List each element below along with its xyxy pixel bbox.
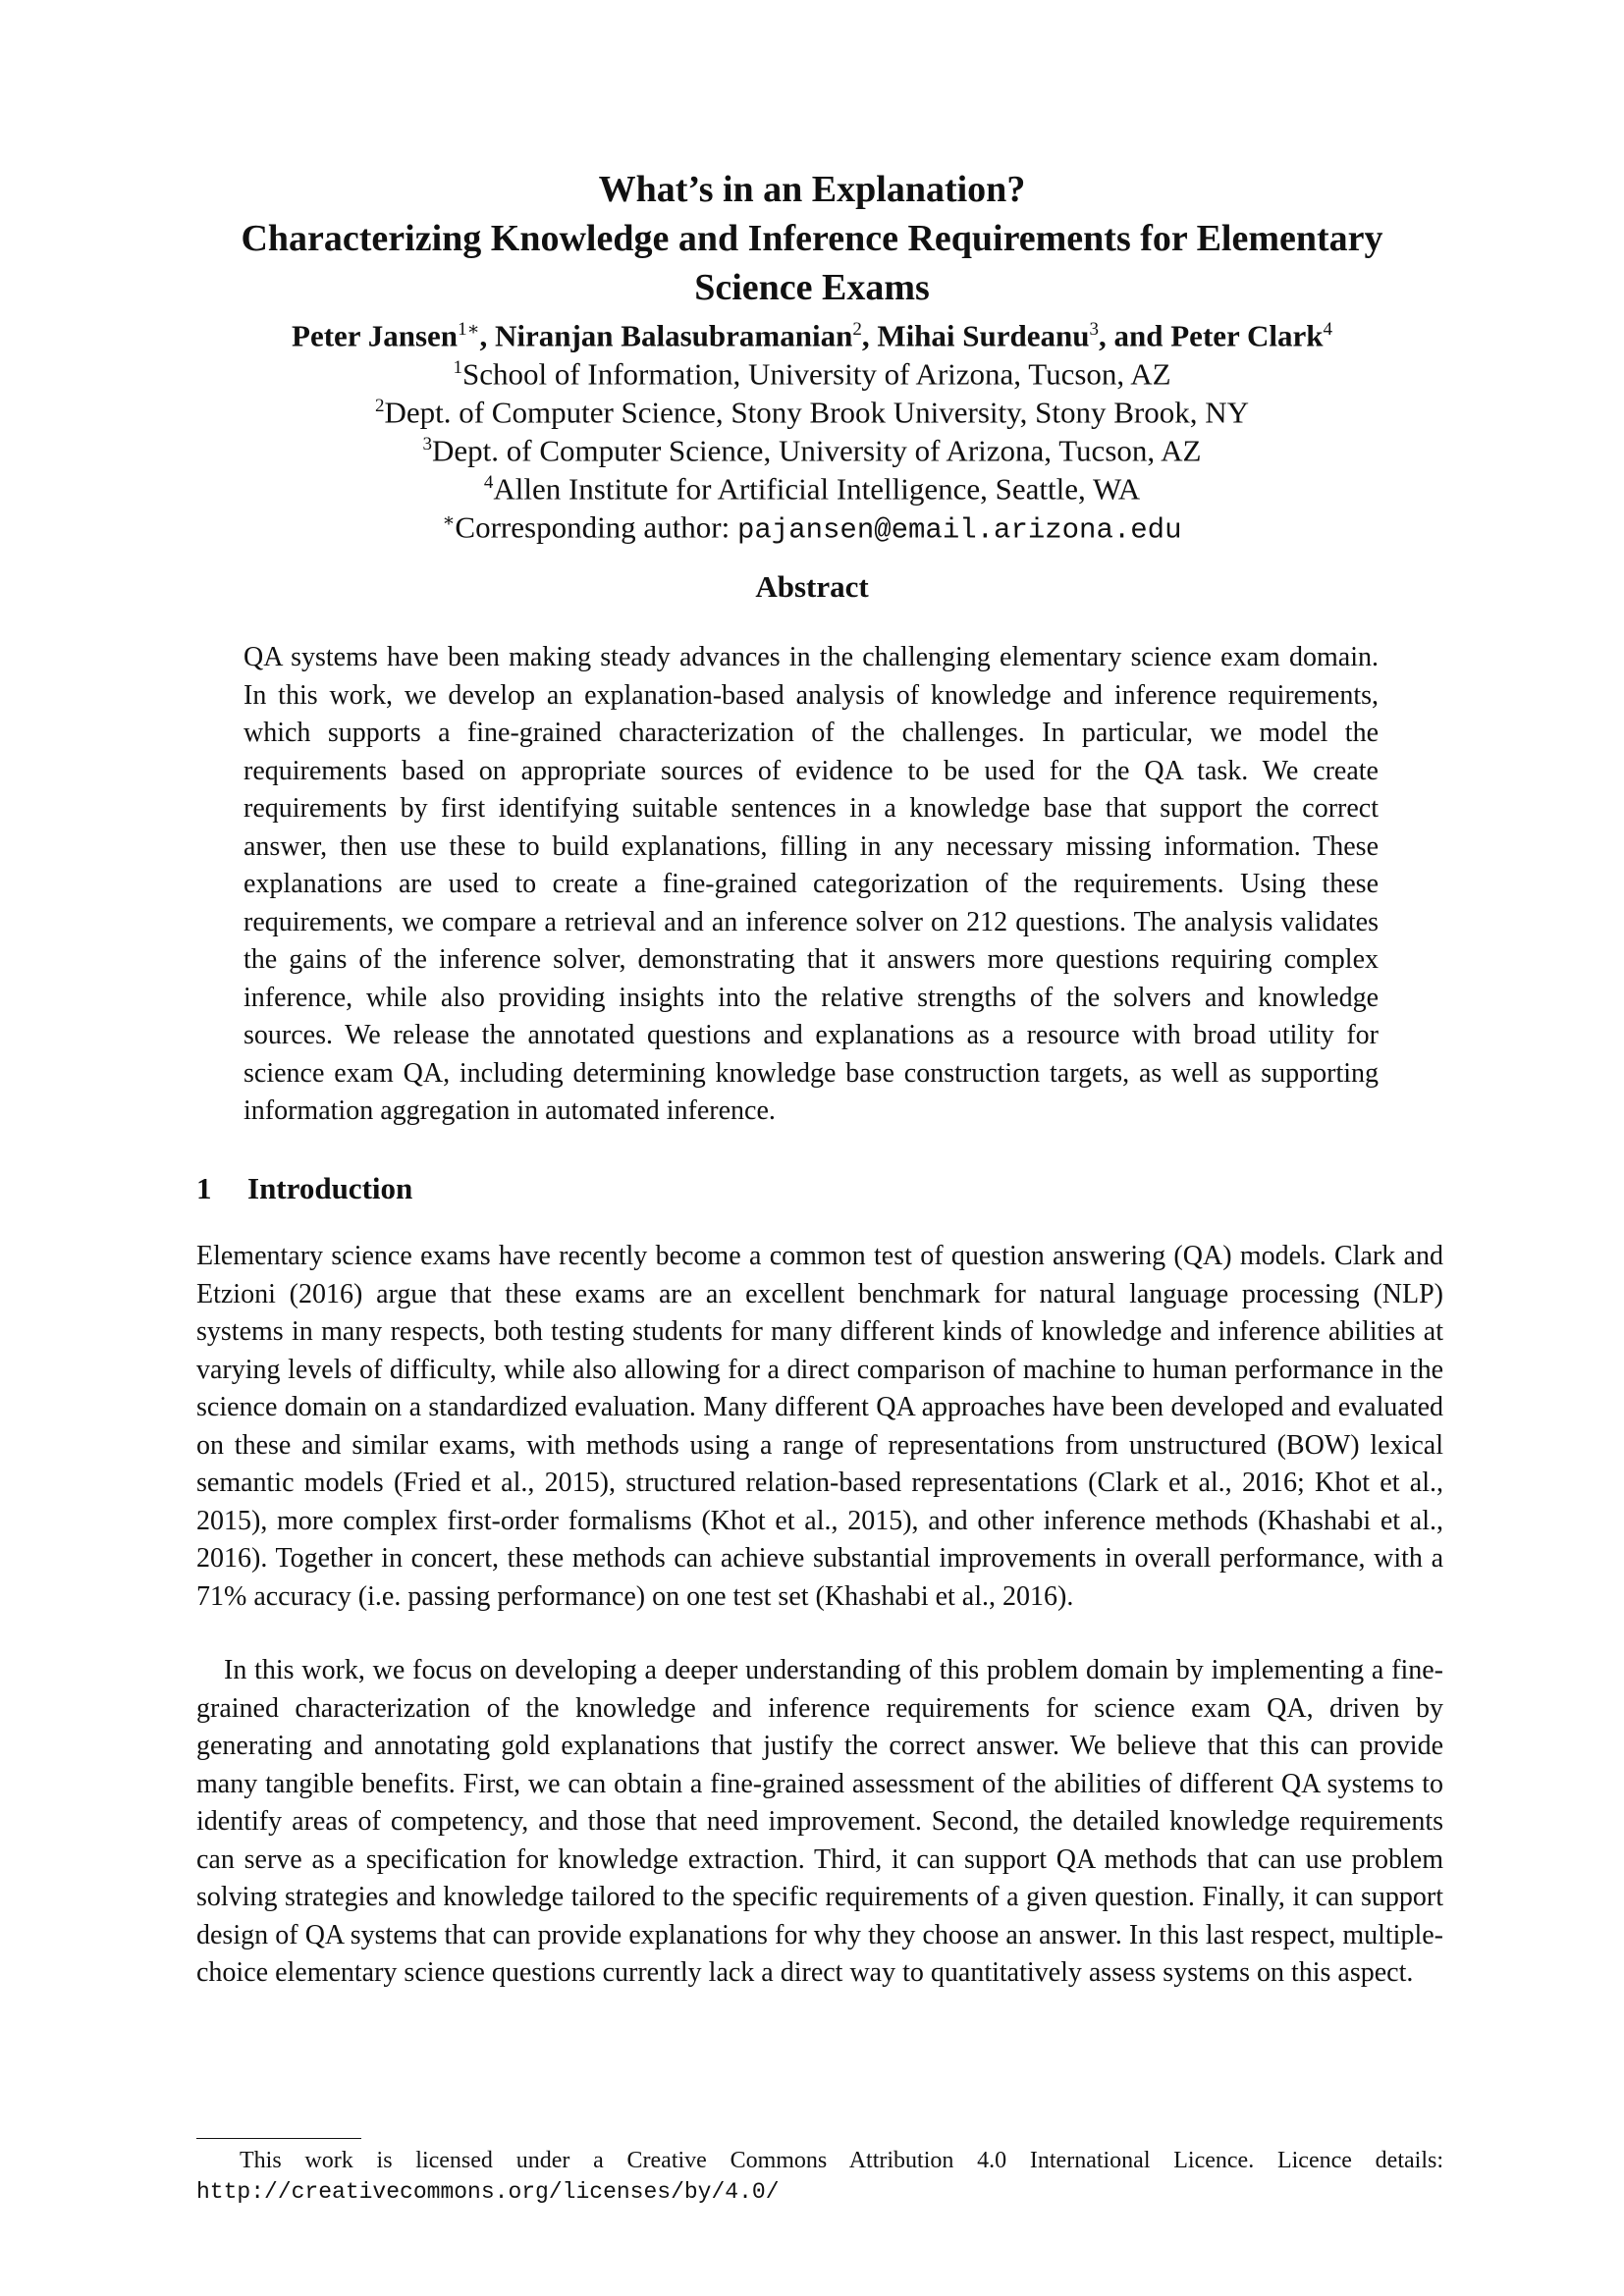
author-name: Peter Jansen [292,318,459,353]
section-heading [196,1169,412,1208]
author-name: Niranjan Balasubramanian [494,318,853,353]
footnote [196,2146,1443,2208]
affiliation-text: School of Information, University of Arizona, Tucson, AZ [461,356,1171,392]
body-paragraph: In this work, we focus on developing a deeper understanding of this problem domain by implementing a fine-grained characterization of the knowledge and inference requirements for science exam QA, driven by generating and annotating gold explanations that justify the correct answer. We believe that this can provide many tangible benefits. First, we can obtain a fine-grained assessment of the abilities of different QA systems to identify areas of competency, and those that need improvement. Second, the detailed knowledge requirements can serve as a specification for knowledge extraction. Third, it can support QA methods that can use problem solving strategies and knowledge tailored to the specific requirements of a given question. Finally, it can support design of QA systems that can provide explanations for why they choose an answer. In this last respect, multiple-choice elementary science questions currently lack a direct way to quantitatively assess systems on this aspect. [196,1655,1443,1988]
footnote-text: This work is licensed under a Creative Commons Attribution 4.0 International Licence. Licence details: [240,2148,1443,2173]
corresponding-label: Corresponding author: [455,509,737,545]
affiliation-superscript: 1 [453,357,462,378]
author-name: Mihai Surdeanu [877,318,1090,353]
affiliation-text: Dept. of Computer Science, University of Arizona, Tucson, AZ [431,433,1202,468]
corresponding-author [147,503,1477,549]
affiliation [147,464,1477,507]
affiliation [147,426,1477,469]
affiliation [147,388,1477,431]
email-address[interactable]: pajansen@email.arizona.edu [737,513,1182,547]
abstract-body: QA systems have been making steady advances in the challenging elementary science exam domain. In this work, we develop an explanation-based analysis of knowledge and inference requirements, which supports a fine-grained characterization of the challenges. In particular, we model the requirements based on appropriate sources of evidence to be used for the QA task. We create requirements by first identifying suitable sentences in a knowledge base that support the correct answer, then use these to build explanations, filling in any necessary missing information. These explanations are used to create a fine-grained categorization of the requirements. Using these requirements, we compare a retrieval and an inference solver on 212 questions. The analysis validates the gains of the inference solver, demonstrating that it answers more questions requiring complex inference, while also providing insights into the relative strengths of the solvers and knowledge sources. We release the annotated questions and explanations as a resource with broad utility for science exam QA, including determining knowledge base construction targets, as well as supporting information aggregation in automated inference. [244,642,1379,1126]
author-superscript: 1∗ [458,319,480,340]
affiliation-superscript: 2 [374,396,385,416]
body-paragraph: Elementary science exams have recently become a common test of question answering (QA) models. Clark and Etzioni (2016) argue that these exams are an excellent benchmark for natural language processing (NLP) systems in many respects, both testing students for many different kinds of knowledge and inference abilities at varying levels of difficulty, while also allowing for a direct comparison of machine to human performance in the science domain on a standardized evaluation. Many different QA approaches have been developed and evaluated on these and similar exams, with methods using a range of representations from unstructured (BOW) lexical semantic models (Fried et al., 2015), structured relation-based representations (Clark et al., 2016; Khot et al., 2015), more complex first-order formalisms (Khot et al., 2015), and other inference methods (Khashabi et al., 2016). Together in concert, these methods can achieve substantial improvements in overall performance, with a 71% accuracy (i.e. passing performance) on one test set (Khashabi et al., 2016). [196,1241,1443,1612]
footnote-rule [196,2138,361,2139]
corresponding-marker: ∗ [442,510,456,531]
author-superscript: 2 [852,319,862,340]
section-title: Introduction [247,1171,413,1205]
paper-title [177,165,1447,312]
author-separator: , [861,318,878,353]
title-line: What’s in an Explanation? [598,169,1026,210]
affiliation-superscript: 3 [422,434,432,454]
author-superscript: 4 [1323,319,1332,340]
affiliation-text: Dept. of Computer Science, Stony Brook University, Stony Brook, NY [384,395,1250,430]
title-line: Science Exams [694,267,930,308]
author-separator: , and [1099,318,1171,353]
affiliation-superscript: 4 [483,472,494,493]
affiliation-text: Allen Institute for Artificial Intelligence, Seattle, WA [493,471,1141,507]
author-superscript: 3 [1089,319,1100,340]
author-separator: , [479,318,495,353]
title-line: Characterizing Knowledge and Inference Requirements for Elementary [241,218,1383,259]
affiliation [147,349,1477,393]
author-name: Peter Clark [1170,318,1324,353]
abstract-heading: Abstract [755,569,869,604]
footnote-url[interactable]: http://creativecommons.org/licenses/by/4.0/ [196,2179,780,2205]
section-number: 1 [196,1171,212,1205]
